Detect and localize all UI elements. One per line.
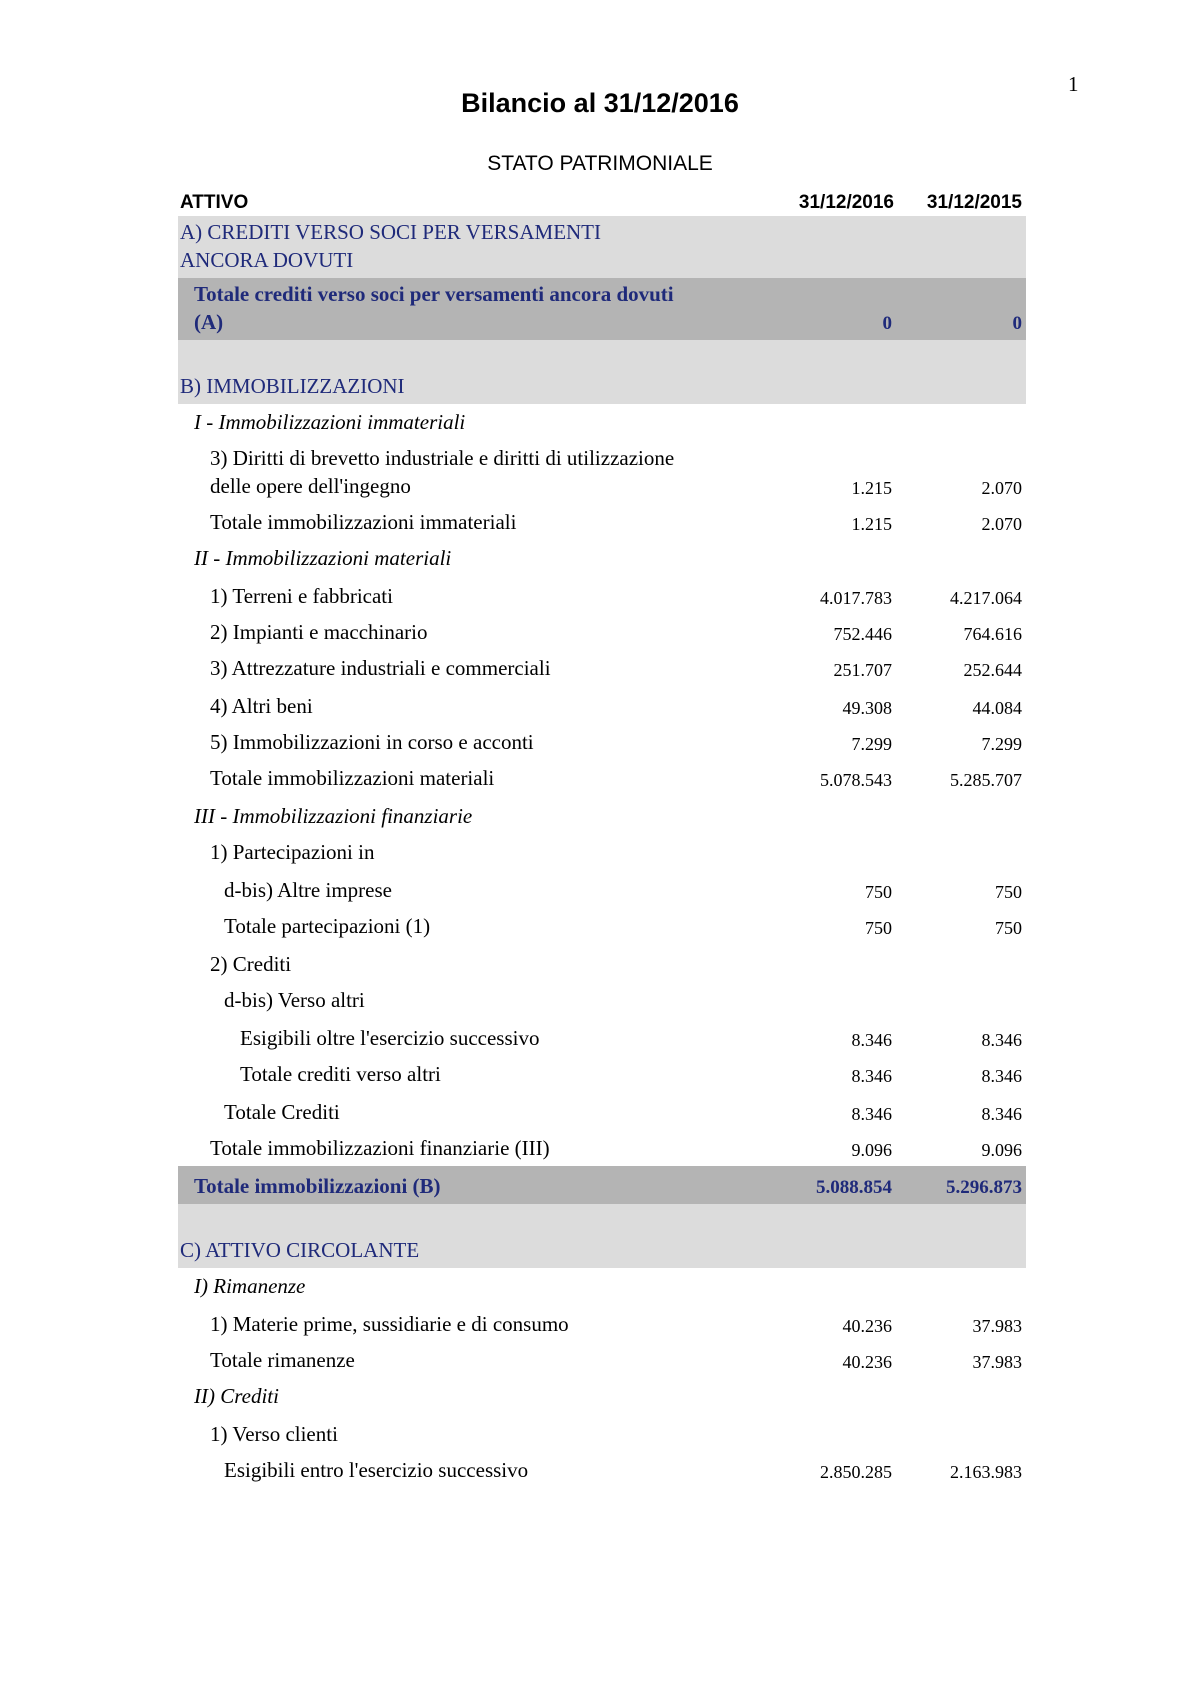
table-row: [178, 982, 1026, 1018]
value-2016: 752.446: [833, 624, 892, 644]
section-row: [178, 340, 1026, 404]
value-2015: 37.983: [972, 1352, 1022, 1372]
section-row: [178, 1204, 1026, 1268]
row-label: Totale immobilizzazioni (B): [194, 1174, 441, 1198]
value-2015: 44.084: [972, 698, 1022, 718]
value-2016: 5.088.854: [816, 1177, 892, 1198]
row-label: 4) Altri beni: [210, 694, 313, 718]
value-2016: 1.215: [851, 514, 892, 534]
subtotal-row: [178, 1166, 1026, 1204]
value-2015: 37.983: [972, 1316, 1022, 1336]
row-label: II - Immobilizzazioni materiali: [194, 546, 452, 570]
value-2015: 252.644: [963, 660, 1022, 680]
value-2016: 750: [865, 882, 892, 902]
table-row: [178, 686, 1026, 724]
value-2015: 750: [995, 918, 1022, 938]
row-label: Totale crediti verso soci per versamenti ancora dovuti (A): [194, 282, 674, 334]
value-2016: 8.346: [851, 1030, 892, 1050]
value-2015: 8.346: [981, 1066, 1022, 1086]
value-2015: 0: [1012, 313, 1022, 334]
table-row: [178, 1304, 1026, 1342]
row-label: A) CREDITI VERSO SOCI PER VERSAMENTI ANCORA DOVUTI: [180, 220, 602, 272]
row-label: Totale rimanenze: [210, 1348, 355, 1372]
table-row: [178, 944, 1026, 982]
value-2016: 750: [865, 918, 892, 938]
table-row: [178, 760, 1026, 796]
value-2016: 40.236: [842, 1316, 892, 1336]
row-label: B) IMMOBILIZZAZIONI: [180, 374, 405, 398]
value-2016: 0: [882, 313, 892, 334]
value-2016: 1.215: [851, 478, 892, 498]
header-label: ATTIVO: [180, 192, 249, 213]
value-2016: 40.236: [842, 1352, 892, 1372]
table-row: [178, 1268, 1026, 1304]
value-2015: 4.217.064: [950, 588, 1022, 608]
value-2016: 4.017.783: [820, 588, 892, 608]
header-year-2016: 31/12/2016: [798, 192, 894, 213]
row-label: Totale Crediti: [224, 1100, 340, 1124]
row-label: Totale partecipazioni (1): [224, 914, 431, 938]
row-label: 3) Attrezzature industriali e commerciali: [210, 656, 551, 680]
table-row: [178, 908, 1026, 944]
document-title: Bilancio al 31/12/2016: [461, 88, 739, 118]
header-year-2015: 31/12/2015: [926, 192, 1022, 213]
value-2016: 2.850.285: [820, 1462, 892, 1482]
table-row: [178, 576, 1026, 614]
balance-sheet-table: [178, 216, 1026, 1488]
page-number: 1: [1068, 72, 1079, 96]
table-row: [178, 614, 1026, 650]
row-label: Totale crediti verso altri: [240, 1062, 441, 1086]
table-row: [178, 834, 1026, 870]
table-row: [178, 1452, 1026, 1488]
value-2015: 5.285.707: [950, 770, 1022, 790]
table-row: [178, 504, 1026, 540]
row-label: d-bis) Altre imprese: [224, 878, 392, 902]
row-label: 2) Crediti: [210, 952, 292, 976]
value-2015: 8.346: [981, 1104, 1022, 1124]
value-2016: 8.346: [851, 1104, 892, 1124]
row-label: I) Rimanenze: [194, 1274, 306, 1298]
row-label: Esigibili entro l'esercizio successivo: [224, 1458, 529, 1482]
row-label: 5) Immobilizzazioni in corso e acconti: [210, 730, 534, 754]
row-label: Esigibili oltre l'esercizio successivo: [240, 1026, 540, 1050]
table-row: [178, 650, 1026, 686]
value-2016: 49.308: [842, 698, 892, 718]
value-2016: 7.299: [851, 734, 892, 754]
row-label: I - Immobilizzazioni immateriali: [194, 410, 466, 434]
value-2016: 5.078.543: [820, 770, 892, 790]
table-row: [178, 1378, 1026, 1414]
value-2015: 9.096: [981, 1140, 1022, 1160]
row-label: III - Immobilizzazioni finanziarie: [194, 804, 473, 828]
value-2016: 8.346: [851, 1066, 892, 1086]
table-row: [178, 404, 1026, 440]
row-label: 1) Materie prime, sussidiarie e di consumo: [210, 1312, 569, 1336]
value-2015: 2.070: [981, 514, 1022, 534]
table-row: [178, 540, 1026, 576]
value-2015: 2.070: [981, 478, 1022, 498]
row-label: C) ATTIVO CIRCOLANTE: [180, 1238, 420, 1262]
value-2016: 251.707: [833, 660, 892, 680]
value-2015: 764.616: [963, 624, 1022, 644]
row-label: Totale immobilizzazioni immateriali: [210, 510, 517, 534]
row-label: 1) Partecipazioni in: [210, 840, 375, 864]
section-row: [178, 216, 1026, 278]
table-row: [178, 1092, 1026, 1130]
table-row: [178, 1342, 1026, 1378]
document-subtitle: STATO PATRIMONIALE: [487, 152, 713, 175]
table-row: [178, 724, 1026, 760]
row-label: d-bis) Verso altri: [224, 988, 365, 1012]
value-2015: 8.346: [981, 1030, 1022, 1050]
table-row: [178, 1018, 1026, 1056]
table-row: [178, 870, 1026, 908]
table-row: [178, 796, 1026, 834]
row-label: 2) Impianti e macchinario: [210, 620, 428, 644]
value-2015: 2.163.983: [950, 1462, 1022, 1482]
value-2015: 7.299: [981, 734, 1022, 754]
row-label: 3) Diritti di brevetto industriale e diritti di utilizzazione delle opere dell'ingegno: [210, 446, 675, 498]
value-2015: 750: [995, 882, 1022, 902]
table-row: [178, 1130, 1026, 1166]
table-row: [178, 1056, 1026, 1092]
row-label: II) Crediti: [194, 1384, 279, 1408]
value-2015: 5.296.873: [946, 1177, 1022, 1198]
subtotal-row: [178, 278, 1026, 340]
table-header: [178, 190, 1026, 216]
row-label: Totale immobilizzazioni materiali: [210, 766, 495, 790]
row-label: 1) Terreni e fabbricati: [210, 584, 393, 608]
value-2016: 9.096: [851, 1140, 892, 1160]
table-row: [178, 440, 1026, 504]
row-label: Totale immobilizzazioni finanziarie (III): [210, 1136, 550, 1160]
table-row: [178, 1414, 1026, 1452]
row-label: 1) Verso clienti: [210, 1422, 338, 1446]
